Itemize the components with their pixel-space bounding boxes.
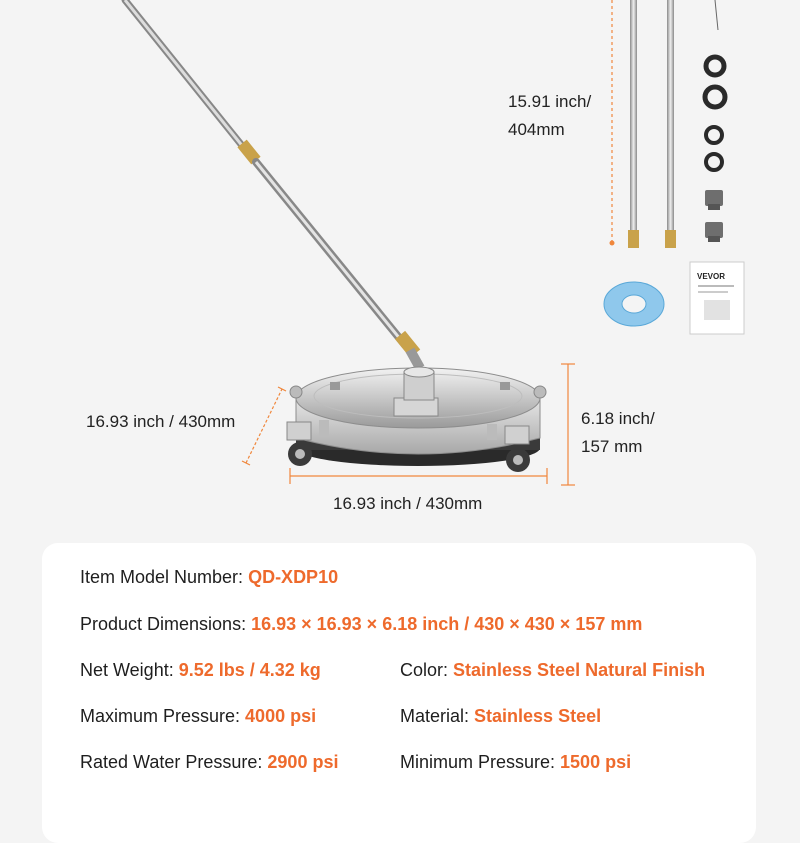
rod-length-label: [508, 88, 591, 144]
spec-label: Minimum Pressure:: [400, 752, 561, 772]
manual-brand: VEVOR: [697, 272, 726, 281]
spec-value: 2900 psi: [267, 752, 339, 772]
spec-value: 1500 psi: [560, 752, 632, 772]
spec-min-pressure: [400, 752, 631, 773]
spec-model: [80, 567, 338, 588]
spec-material: [400, 706, 601, 727]
spec-label: Maximum Pressure:: [80, 706, 246, 726]
spec-label: Item Model Number:: [80, 567, 249, 587]
spec-color: [400, 660, 705, 681]
spec-label: Material:: [400, 706, 475, 726]
height-line-2: 157 mm: [581, 437, 643, 456]
spec-value: 9.52 lbs / 4.32 kg: [178, 660, 321, 680]
nozzles: [705, 190, 723, 242]
height-line-1: 6.18 inch/: [581, 409, 655, 428]
spec-card: [42, 543, 756, 843]
spec-label: Rated Water Pressure:: [80, 752, 268, 772]
extension-rods: [628, 0, 718, 248]
spec-label: Color:: [400, 660, 454, 680]
spec-rated-pressure: [80, 752, 338, 773]
o-rings: [705, 57, 725, 170]
width-label: 16.93 inch / 430mm: [333, 494, 483, 513]
spec-dimensions: [80, 614, 642, 635]
spec-value: Stainless Steel: [474, 706, 602, 726]
surface-cleaner: [287, 367, 546, 472]
spec-weight: [80, 660, 321, 681]
spec-max-pressure: [80, 706, 316, 727]
spec-value: QD-XDP10: [248, 567, 339, 587]
spec-value: Stainless Steel Natural Finish: [453, 660, 706, 680]
rod-length-line-1: 15.91 inch/: [508, 92, 592, 111]
spec-value: 16.93 × 16.93 × 6.18 inch / 430 × 430 × 157 mm: [251, 614, 643, 634]
depth-label: 16.93 inch / 430mm: [86, 412, 236, 431]
spec-value: 4000 psi: [245, 706, 317, 726]
spec-label: Net Weight:: [80, 660, 179, 680]
wand: [125, 0, 420, 368]
rod-length-line-2: 404mm: [508, 120, 565, 139]
spec-label: Product Dimensions:: [80, 614, 252, 634]
thread-seal-tape: [604, 282, 664, 326]
height-label: [581, 405, 655, 461]
